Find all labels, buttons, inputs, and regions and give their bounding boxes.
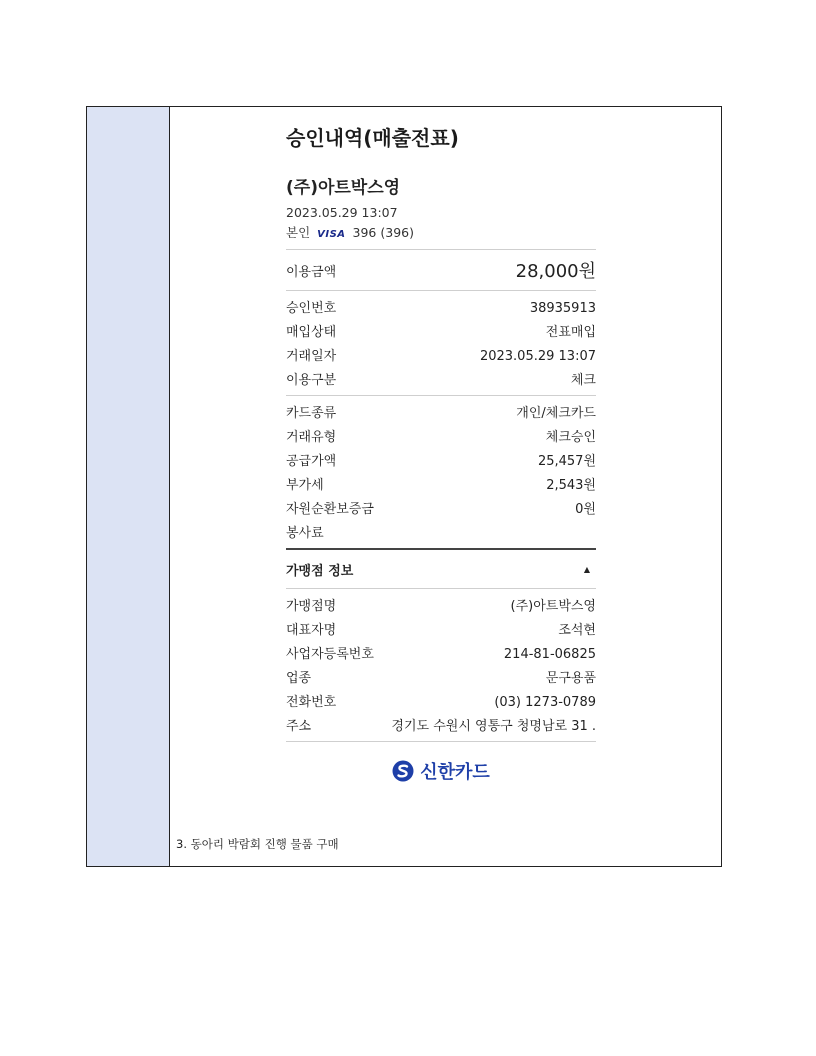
row-label: 카드종류 bbox=[286, 406, 337, 421]
row-label: 승인번호 bbox=[286, 301, 337, 316]
approval-row bbox=[286, 321, 596, 345]
amount-value: 28,000원 bbox=[515, 261, 596, 282]
row-label: 이용구분 bbox=[286, 373, 337, 388]
detail-row bbox=[286, 474, 596, 498]
amount-section bbox=[286, 249, 596, 290]
approval-row bbox=[286, 369, 596, 393]
row-value: 2,543원 bbox=[546, 478, 596, 493]
card-info bbox=[286, 223, 596, 243]
row-value: 체크 bbox=[570, 373, 596, 388]
row-value: (주)아트박스영 bbox=[510, 599, 596, 614]
visa-logo: VISA bbox=[317, 229, 346, 240]
approval-section bbox=[286, 290, 596, 395]
merchant-row bbox=[286, 595, 596, 619]
row-label: 공급가액 bbox=[286, 454, 337, 469]
row-value: 체크승인 bbox=[545, 430, 596, 445]
row-label: 거래일자 bbox=[286, 349, 337, 364]
content-column bbox=[170, 107, 721, 866]
amount-label: 이용금액 bbox=[286, 264, 337, 280]
detail-row bbox=[286, 426, 596, 450]
row-value: 2023.05.29 13:07 bbox=[479, 349, 596, 364]
row-label: 업종 bbox=[286, 671, 312, 686]
merchant-info-header: 가맹점 정보 bbox=[286, 563, 354, 579]
row-label: 자원순환보증금 bbox=[286, 502, 374, 517]
row-label: 부가세 bbox=[286, 478, 324, 493]
row-label: 봉사료 bbox=[286, 526, 324, 541]
row-value: 0원 bbox=[575, 502, 596, 517]
merchant-row bbox=[286, 667, 596, 691]
row-label: 주소 bbox=[286, 719, 312, 734]
row-label: 매입상태 bbox=[286, 325, 337, 340]
row-label: 사업자등록번호 bbox=[286, 647, 374, 662]
shinhan-s-icon bbox=[392, 760, 414, 782]
transaction-datetime: 2023.05.29 13:07 bbox=[286, 205, 398, 220]
approval-row bbox=[286, 297, 596, 321]
caret-up-icon: ▲ bbox=[583, 564, 590, 574]
detail-row bbox=[286, 450, 596, 474]
shinhan-card-logo bbox=[286, 756, 596, 786]
row-value: 조석현 bbox=[558, 623, 596, 638]
row-value: 개인/체크카드 bbox=[516, 406, 596, 421]
logo-text: 신한카드 bbox=[420, 762, 490, 783]
merchant-row bbox=[286, 619, 596, 643]
card-number: 396 (396) bbox=[352, 225, 414, 240]
row-label: 대표자명 bbox=[286, 623, 337, 638]
merchant-info-section bbox=[286, 588, 596, 741]
receipt-image bbox=[286, 121, 596, 786]
details-section bbox=[286, 395, 596, 548]
row-value: 25,457원 bbox=[537, 454, 596, 469]
row-label: 전화번호 bbox=[286, 695, 337, 710]
merchant-name: (주)아트박스영 bbox=[286, 178, 401, 198]
merchant-row bbox=[286, 715, 596, 739]
document-table bbox=[86, 106, 722, 867]
merchant-row bbox=[286, 643, 596, 667]
row-label: 가맹점명 bbox=[286, 599, 337, 614]
approval-row bbox=[286, 345, 596, 369]
card-owner: 본인 bbox=[286, 225, 311, 240]
detail-row bbox=[286, 522, 596, 546]
amount-row bbox=[286, 250, 596, 290]
receipt-title: 승인내역(매출전표) bbox=[286, 126, 459, 150]
row-value: 전표매입 bbox=[545, 325, 596, 340]
detail-row bbox=[286, 402, 596, 426]
logo-section bbox=[286, 741, 596, 786]
row-value: 214-81-06825 bbox=[503, 647, 596, 662]
row-value: 문구용품 bbox=[545, 671, 596, 686]
row-label: 거래유형 bbox=[286, 430, 337, 445]
row-value: 38935913 bbox=[529, 301, 596, 316]
merchant-row bbox=[286, 691, 596, 715]
row-value: (03) 1273-0789 bbox=[494, 695, 596, 710]
detail-row bbox=[286, 498, 596, 522]
label-column bbox=[87, 107, 170, 866]
caption-text: 3. 동아리 박람회 진행 물품 구매 bbox=[176, 837, 339, 851]
row-value: 경기도 수원시 영통구 청명남로 31 . bbox=[391, 719, 596, 734]
merchant-info-toggle[interactable] bbox=[286, 548, 596, 588]
